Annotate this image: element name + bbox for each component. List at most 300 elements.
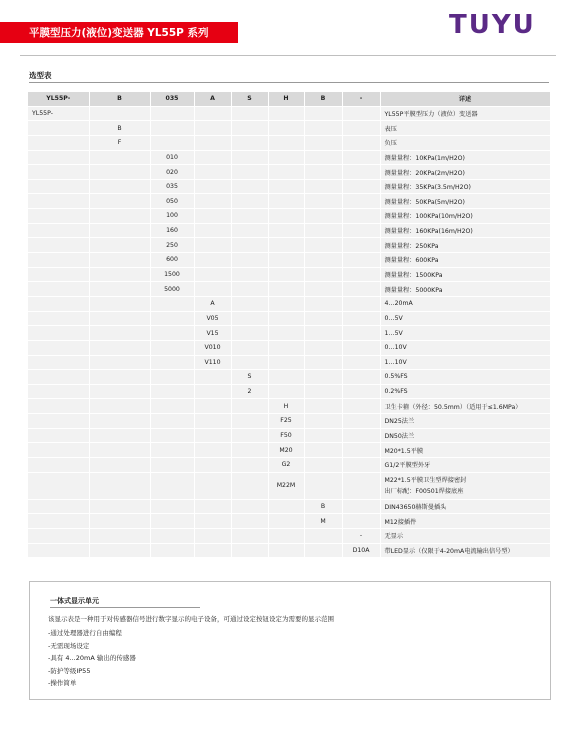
table-row [28, 296, 550, 311]
code-cell [28, 514, 89, 529]
code-cell [150, 311, 194, 326]
detail-cell: 测量量程：20KPa(2m/H2O) [380, 165, 550, 180]
table-header-cell: - [342, 92, 380, 106]
code-cell [304, 150, 342, 165]
table-header-cell: 详述 [380, 92, 550, 106]
table-row [28, 253, 550, 268]
table-header-cell: YL55P- [28, 92, 89, 106]
code-cell [28, 458, 89, 473]
code-cell: 020 [150, 165, 194, 180]
code-cell [28, 121, 89, 136]
code-cell [194, 458, 231, 473]
table-row [28, 414, 550, 429]
table-row [28, 384, 550, 399]
code-cell [304, 209, 342, 224]
code-cell [231, 443, 268, 458]
code-cell [231, 340, 268, 355]
code-cell [28, 528, 89, 543]
code-cell [150, 326, 194, 341]
code-cell [89, 267, 150, 282]
code-cell [231, 282, 268, 297]
code-cell [194, 543, 231, 558]
code-cell [342, 472, 380, 499]
table-row [28, 370, 550, 385]
code-cell [89, 340, 150, 355]
code-cell [342, 150, 380, 165]
code-cell [342, 428, 380, 443]
table-row [28, 355, 550, 370]
table-row [28, 443, 550, 458]
feature-item: -操作简单 [48, 679, 77, 687]
code-cell [231, 528, 268, 543]
page-title: 平膜型压力(液位)变送器 YL55P 系列 [29, 27, 209, 39]
code-cell [194, 223, 231, 238]
table-header-cell: H [268, 92, 304, 106]
box-description: 该显示表是一种用于对传感器信号进行数字显示的电子设备，可通过设定按钮设定为需要的显示范围 [48, 615, 334, 623]
code-cell [231, 223, 268, 238]
detail-cell: 1…5V [380, 326, 550, 341]
detail-cell: 测量量程：50KPa(5m/H2O) [380, 194, 550, 209]
feature-item: -通过处理器进行自由编程 [48, 629, 122, 637]
code-cell [268, 384, 304, 399]
code-cell [304, 179, 342, 194]
code-cell [231, 165, 268, 180]
code-cell [231, 414, 268, 429]
code-cell: M22M [268, 472, 304, 499]
code-cell [28, 135, 89, 150]
code-cell [268, 296, 304, 311]
code-cell [89, 414, 150, 429]
code-cell [231, 106, 268, 121]
code-cell [89, 296, 150, 311]
code-cell: V05 [194, 311, 231, 326]
code-cell [231, 179, 268, 194]
code-cell [304, 370, 342, 385]
code-cell [342, 267, 380, 282]
code-cell [268, 340, 304, 355]
detail-cell: DIN43650赫斯曼插头 [380, 499, 550, 514]
code-cell [150, 384, 194, 399]
code-cell: V15 [194, 326, 231, 341]
code-cell [194, 267, 231, 282]
code-cell: 1500 [150, 267, 194, 282]
code-cell [304, 267, 342, 282]
code-cell: 010 [150, 150, 194, 165]
brand-logo: TUYU [449, 10, 536, 40]
code-cell [231, 121, 268, 136]
code-cell [89, 472, 150, 499]
code-cell [268, 253, 304, 268]
code-cell [28, 238, 89, 253]
code-cell [150, 443, 194, 458]
table-row [28, 238, 550, 253]
code-cell [89, 326, 150, 341]
code-cell [194, 384, 231, 399]
code-cell [150, 399, 194, 414]
code-cell [342, 443, 380, 458]
code-cell [342, 414, 380, 429]
table-header-row [28, 92, 550, 106]
code-cell [194, 282, 231, 297]
table-row [28, 282, 550, 297]
code-cell [28, 209, 89, 224]
code-cell [194, 253, 231, 268]
code-cell [304, 223, 342, 238]
code-cell [28, 296, 89, 311]
table-row [28, 543, 550, 558]
code-cell [150, 514, 194, 529]
code-cell: 600 [150, 253, 194, 268]
feature-item: -具有 4...20mA 输出的传感器 [48, 654, 136, 662]
code-cell [28, 165, 89, 180]
table-row [28, 150, 550, 165]
code-cell [342, 384, 380, 399]
code-cell [89, 106, 150, 121]
code-cell [28, 179, 89, 194]
table-header-cell: B [304, 92, 342, 106]
code-cell [89, 543, 150, 558]
detail-cell: 0…10V [380, 340, 550, 355]
code-cell [268, 106, 304, 121]
code-cell [89, 384, 150, 399]
code-cell [231, 209, 268, 224]
header-divider [20, 55, 556, 56]
code-cell [304, 528, 342, 543]
detail-cell: 测量量程：160KPa(16m/H2O) [380, 223, 550, 238]
code-cell [194, 514, 231, 529]
code-cell [304, 106, 342, 121]
code-cell [28, 443, 89, 458]
detail-cell: 表压 [380, 121, 550, 136]
table-row [28, 165, 550, 180]
code-cell [150, 543, 194, 558]
display-unit-box [29, 581, 551, 700]
detail-cell: 测量量程：5000KPa [380, 282, 550, 297]
code-cell [28, 326, 89, 341]
table-row [28, 135, 550, 150]
code-cell [268, 150, 304, 165]
code-cell [150, 121, 194, 136]
code-cell [342, 209, 380, 224]
code-cell [150, 458, 194, 473]
code-cell [231, 326, 268, 341]
code-cell [150, 135, 194, 150]
code-cell [194, 121, 231, 136]
code-cell: YL55P- [28, 106, 89, 121]
code-cell: G2 [268, 458, 304, 473]
code-cell [268, 311, 304, 326]
code-cell [342, 340, 380, 355]
table-row [28, 458, 550, 473]
code-cell [150, 414, 194, 429]
code-cell: S [231, 370, 268, 385]
code-cell [194, 209, 231, 224]
code-cell [304, 428, 342, 443]
code-cell [304, 282, 342, 297]
code-cell [231, 238, 268, 253]
code-cell [268, 370, 304, 385]
code-cell: 050 [150, 194, 194, 209]
code-cell [304, 355, 342, 370]
detail-cell: M12接插件 [380, 514, 550, 529]
code-cell [342, 311, 380, 326]
code-cell [231, 267, 268, 282]
code-cell [231, 458, 268, 473]
code-cell [342, 253, 380, 268]
table-row [28, 499, 550, 514]
code-cell: B [89, 121, 150, 136]
code-cell: 5000 [150, 282, 194, 297]
code-cell [268, 543, 304, 558]
code-cell [231, 135, 268, 150]
code-cell [150, 340, 194, 355]
code-cell [268, 121, 304, 136]
code-cell [342, 121, 380, 136]
code-cell [304, 194, 342, 209]
code-cell [89, 428, 150, 443]
code-cell [342, 355, 380, 370]
code-cell [89, 209, 150, 224]
code-cell [342, 223, 380, 238]
detail-cell: 无显示 [380, 528, 550, 543]
code-cell [150, 499, 194, 514]
code-cell [194, 428, 231, 443]
table-row [28, 340, 550, 355]
selection-table [28, 92, 551, 558]
code-cell [194, 399, 231, 414]
detail-cell: 测量量程：35KPa(3.5m/H2O) [380, 179, 550, 194]
code-cell [304, 543, 342, 558]
code-cell [194, 179, 231, 194]
table-row [28, 209, 550, 224]
code-cell [342, 135, 380, 150]
code-cell [231, 311, 268, 326]
code-cell [304, 384, 342, 399]
code-cell [342, 326, 380, 341]
code-cell [342, 165, 380, 180]
code-cell: 160 [150, 223, 194, 238]
detail-cell: 卫生卡箍（外径：50.5mm）（适用于≤1.6MPa） [380, 399, 550, 414]
feature-item: -防护等级IP55 [48, 666, 91, 675]
table-header-cell: A [194, 92, 231, 106]
code-cell [89, 282, 150, 297]
detail-cell: 测量量程：100KPa(10m/H2O) [380, 209, 550, 224]
code-cell [268, 223, 304, 238]
code-cell [304, 340, 342, 355]
code-cell [304, 253, 342, 268]
table-row [28, 528, 550, 543]
code-cell: V110 [194, 355, 231, 370]
code-cell [231, 253, 268, 268]
detail-cell: 带LED显示（仅限于4-20mA电流输出信号型） [380, 543, 550, 558]
code-cell [304, 238, 342, 253]
table-row [28, 194, 550, 209]
code-cell [342, 194, 380, 209]
code-cell [194, 106, 231, 121]
code-cell [342, 499, 380, 514]
feature-list [48, 627, 136, 690]
code-cell [28, 267, 89, 282]
code-cell [231, 296, 268, 311]
code-cell [268, 194, 304, 209]
code-cell [268, 355, 304, 370]
code-cell [268, 267, 304, 282]
code-cell [342, 282, 380, 297]
code-cell: A [194, 296, 231, 311]
feature-item: -无需现场设定 [48, 641, 90, 650]
code-cell [28, 150, 89, 165]
code-cell [89, 165, 150, 180]
table-row [28, 179, 550, 194]
code-cell [150, 472, 194, 499]
detail-cell: M22*1.5平膜卫生型焊接密封 出厂标配：F00501焊接底座 [380, 472, 550, 499]
code-cell [89, 311, 150, 326]
code-cell [194, 499, 231, 514]
code-cell [28, 223, 89, 238]
code-cell: F [89, 135, 150, 150]
code-cell [194, 370, 231, 385]
code-cell: F50 [268, 428, 304, 443]
code-cell [89, 458, 150, 473]
code-cell [268, 209, 304, 224]
detail-cell: 0.5%FS [380, 370, 550, 385]
table-row [28, 399, 550, 414]
code-cell [89, 399, 150, 414]
code-cell [89, 238, 150, 253]
code-cell [268, 514, 304, 529]
code-cell: F25 [268, 414, 304, 429]
code-cell [304, 296, 342, 311]
detail-cell: DN50法兰 [380, 428, 550, 443]
code-cell [150, 370, 194, 385]
code-cell [28, 355, 89, 370]
code-cell [28, 340, 89, 355]
code-cell: - [342, 528, 380, 543]
code-cell [89, 528, 150, 543]
code-cell [342, 399, 380, 414]
code-cell [89, 179, 150, 194]
code-cell [28, 282, 89, 297]
code-cell [194, 472, 231, 499]
detail-cell: 测量量程：1500KPa [380, 267, 550, 282]
code-cell [304, 472, 342, 499]
code-cell [268, 282, 304, 297]
table-row [28, 106, 550, 121]
code-cell [150, 428, 194, 443]
code-cell [89, 253, 150, 268]
code-cell: H [268, 399, 304, 414]
detail-cell: 1…10V [380, 355, 550, 370]
code-cell [194, 528, 231, 543]
code-cell [150, 528, 194, 543]
code-cell [231, 514, 268, 529]
code-cell: 100 [150, 209, 194, 224]
code-cell [304, 414, 342, 429]
code-cell [304, 399, 342, 414]
code-cell [342, 370, 380, 385]
table-header-cell: S [231, 92, 268, 106]
detail-cell: 负压 [380, 135, 550, 150]
box-title: 一体式显示单元 [50, 597, 99, 605]
code-cell [89, 223, 150, 238]
code-cell [268, 135, 304, 150]
table-row [28, 121, 550, 136]
code-cell [268, 238, 304, 253]
code-cell [28, 253, 89, 268]
code-cell [89, 150, 150, 165]
table-row [28, 472, 550, 499]
code-cell [89, 370, 150, 385]
detail-cell: G1/2平膜型外牙 [380, 458, 550, 473]
detail-cell: YL55P平膜型压力（液位）变送器 [380, 106, 550, 121]
table-row [28, 223, 550, 238]
code-cell [304, 458, 342, 473]
code-cell [231, 428, 268, 443]
code-cell: D10A [342, 543, 380, 558]
code-cell: M [304, 514, 342, 529]
code-cell: 250 [150, 238, 194, 253]
code-cell [28, 194, 89, 209]
code-cell [268, 326, 304, 341]
detail-cell: 0.2%FS [380, 384, 550, 399]
code-cell [194, 443, 231, 458]
code-cell [89, 443, 150, 458]
code-cell [304, 311, 342, 326]
code-cell: V010 [194, 340, 231, 355]
table-row [28, 428, 550, 443]
table-row [28, 326, 550, 341]
section-label: 选型表 [29, 71, 52, 80]
code-cell [194, 194, 231, 209]
code-cell [28, 472, 89, 499]
detail-cell: 0…5V [380, 311, 550, 326]
code-cell [231, 543, 268, 558]
code-cell [231, 499, 268, 514]
table-row [28, 311, 550, 326]
detail-cell: M20*1.5平膜 [380, 443, 550, 458]
code-cell [194, 150, 231, 165]
code-cell [28, 384, 89, 399]
code-cell [304, 326, 342, 341]
code-cell [28, 311, 89, 326]
code-cell [231, 472, 268, 499]
detail-cell: 测量量程：250KPa [380, 238, 550, 253]
code-cell [89, 194, 150, 209]
code-cell [304, 135, 342, 150]
section-divider [29, 82, 549, 83]
code-cell [304, 165, 342, 180]
code-cell: M20 [268, 443, 304, 458]
code-cell [268, 179, 304, 194]
code-cell [194, 135, 231, 150]
code-cell [28, 543, 89, 558]
code-cell [28, 370, 89, 385]
code-cell [342, 296, 380, 311]
code-cell [28, 499, 89, 514]
code-cell [28, 428, 89, 443]
code-cell [89, 355, 150, 370]
code-cell [150, 106, 194, 121]
code-cell [194, 414, 231, 429]
code-cell [194, 165, 231, 180]
table-row [28, 514, 550, 529]
code-cell [304, 121, 342, 136]
code-cell [342, 514, 380, 529]
detail-cell: 4…20mA [380, 296, 550, 311]
code-cell [268, 165, 304, 180]
code-cell [194, 238, 231, 253]
code-cell [342, 238, 380, 253]
